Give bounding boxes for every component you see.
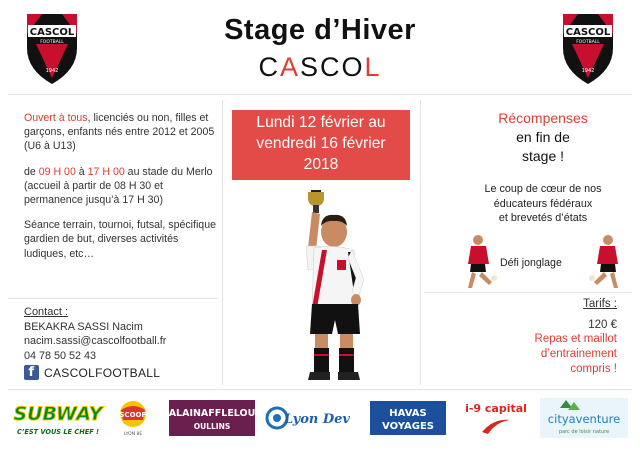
tarifs-heading: Tarifs : <box>583 298 617 310</box>
contact-details <box>24 320 166 363</box>
svg-text:HAVAS: HAVAS <box>389 408 427 419</box>
svg-text:CASCOL: CASCOL <box>29 27 75 38</box>
contact-name: BEKAKRA SASSI Nacim <box>24 321 143 333</box>
svg-text:SUBWAY: SUBWAY <box>13 403 103 425</box>
rewards-sub-2: stage ! <box>521 148 565 164</box>
coeur-line-1: Le coup de cœur de nos <box>484 183 602 195</box>
left-mid-divider <box>8 298 218 299</box>
activities-paragraph: Séance terrain, tournoi, futsal, spécifique gardien de but, diverses activités ludiques, etc… <box>24 219 216 260</box>
contact-heading: Contact : <box>24 306 69 318</box>
i9-capital-logo <box>460 398 532 438</box>
svg-text:CASCOL: CASCOL <box>565 27 611 38</box>
right-divider <box>420 100 421 385</box>
svg-text:LYON 8E: LYON 8E <box>123 432 143 437</box>
facebook-icon: f <box>24 365 39 380</box>
club-name-title: CASCOL <box>258 52 382 82</box>
svg-text:ALAINAFFLELOU: ALAINAFFLELOU <box>169 408 255 419</box>
svg-text:SCOOP: SCOOP <box>119 411 147 419</box>
svg-text:VOYAGES: VOYAGES <box>382 421 434 432</box>
scoop-logo <box>116 398 150 438</box>
date-line-3: 2018 <box>303 156 339 173</box>
rewards-sub-1: en fin de <box>516 129 570 145</box>
svg-text:parc de loisir nature: parc de loisir nature <box>558 429 610 435</box>
facebook-link[interactable] <box>24 365 160 380</box>
defi-jonglage-label: Défi jonglage <box>500 257 562 269</box>
svg-text:i-9 capital: i-9 capital <box>465 402 527 415</box>
date-line-2: vendredi 16 février <box>256 135 386 152</box>
rewards-heading: Récompenses <box>498 110 588 126</box>
coeur-line-3: et brevetés d’états <box>498 212 588 224</box>
repas-line-1: Repas et maillot <box>534 333 617 345</box>
footer-divider <box>8 389 632 390</box>
date-box <box>232 110 410 180</box>
repas-line-2: d’entrainement <box>540 348 617 360</box>
contact-phone: 04 78 50 52 43 <box>24 349 97 362</box>
header-divider <box>8 94 632 95</box>
svg-text:FOOTBALL: FOOTBALL <box>576 40 600 45</box>
contact-email[interactable]: nacim.sassi@cascolfootball.fr <box>24 335 167 348</box>
juggling-player-right <box>588 234 624 292</box>
svg-text:cityaventure: cityaventure <box>547 412 621 426</box>
rewards-sub <box>458 128 628 166</box>
info-text <box>24 111 216 272</box>
repas-line-3: compris ! <box>570 363 617 375</box>
right-mid-divider <box>424 292 632 293</box>
audience-paragraph: Ouvert à tous, licenciés ou non, filles et garçons, enfants nés entre 2012 et 2005 (U6 à U13) <box>24 112 215 153</box>
subway-logo <box>10 398 106 438</box>
lyondev-logo <box>265 398 357 438</box>
svg-text:1942: 1942 <box>581 68 595 74</box>
coeur-text <box>458 182 628 226</box>
afflelou-logo <box>169 398 255 438</box>
coeur-line-2: éducateurs fédéraux <box>493 197 593 210</box>
svg-text:C’EST VOUS LE CHEF !: C’EST VOUS LE CHEF ! <box>16 428 100 436</box>
facebook-handle: CASCOLFOOTBALL <box>44 365 161 380</box>
page-title: Stage d’Hiver <box>224 14 416 46</box>
svg-text:FOOTBALL: FOOTBALL <box>40 40 64 45</box>
date-line-1: Lundi 12 février au <box>256 114 386 131</box>
svg-text:1942: 1942 <box>45 68 59 74</box>
juggling-player-left <box>462 234 498 292</box>
repas-text <box>482 332 617 377</box>
left-divider <box>222 100 223 385</box>
cityaventure-logo <box>540 398 628 438</box>
svg-text:OULLINS: OULLINS <box>193 422 231 431</box>
svg-text:Lyon Dev: Lyon Dev <box>284 412 350 427</box>
price: 120 € <box>588 319 617 331</box>
player-trophy-photo <box>282 188 382 386</box>
schedule-paragraph: de 09 H 00 à 17 H 00 au stade du Merlo (accueil à partir de 08 H 30 et permanence jusqu’à 17 H 30) <box>24 165 213 207</box>
havas-voyages-logo <box>370 398 446 438</box>
